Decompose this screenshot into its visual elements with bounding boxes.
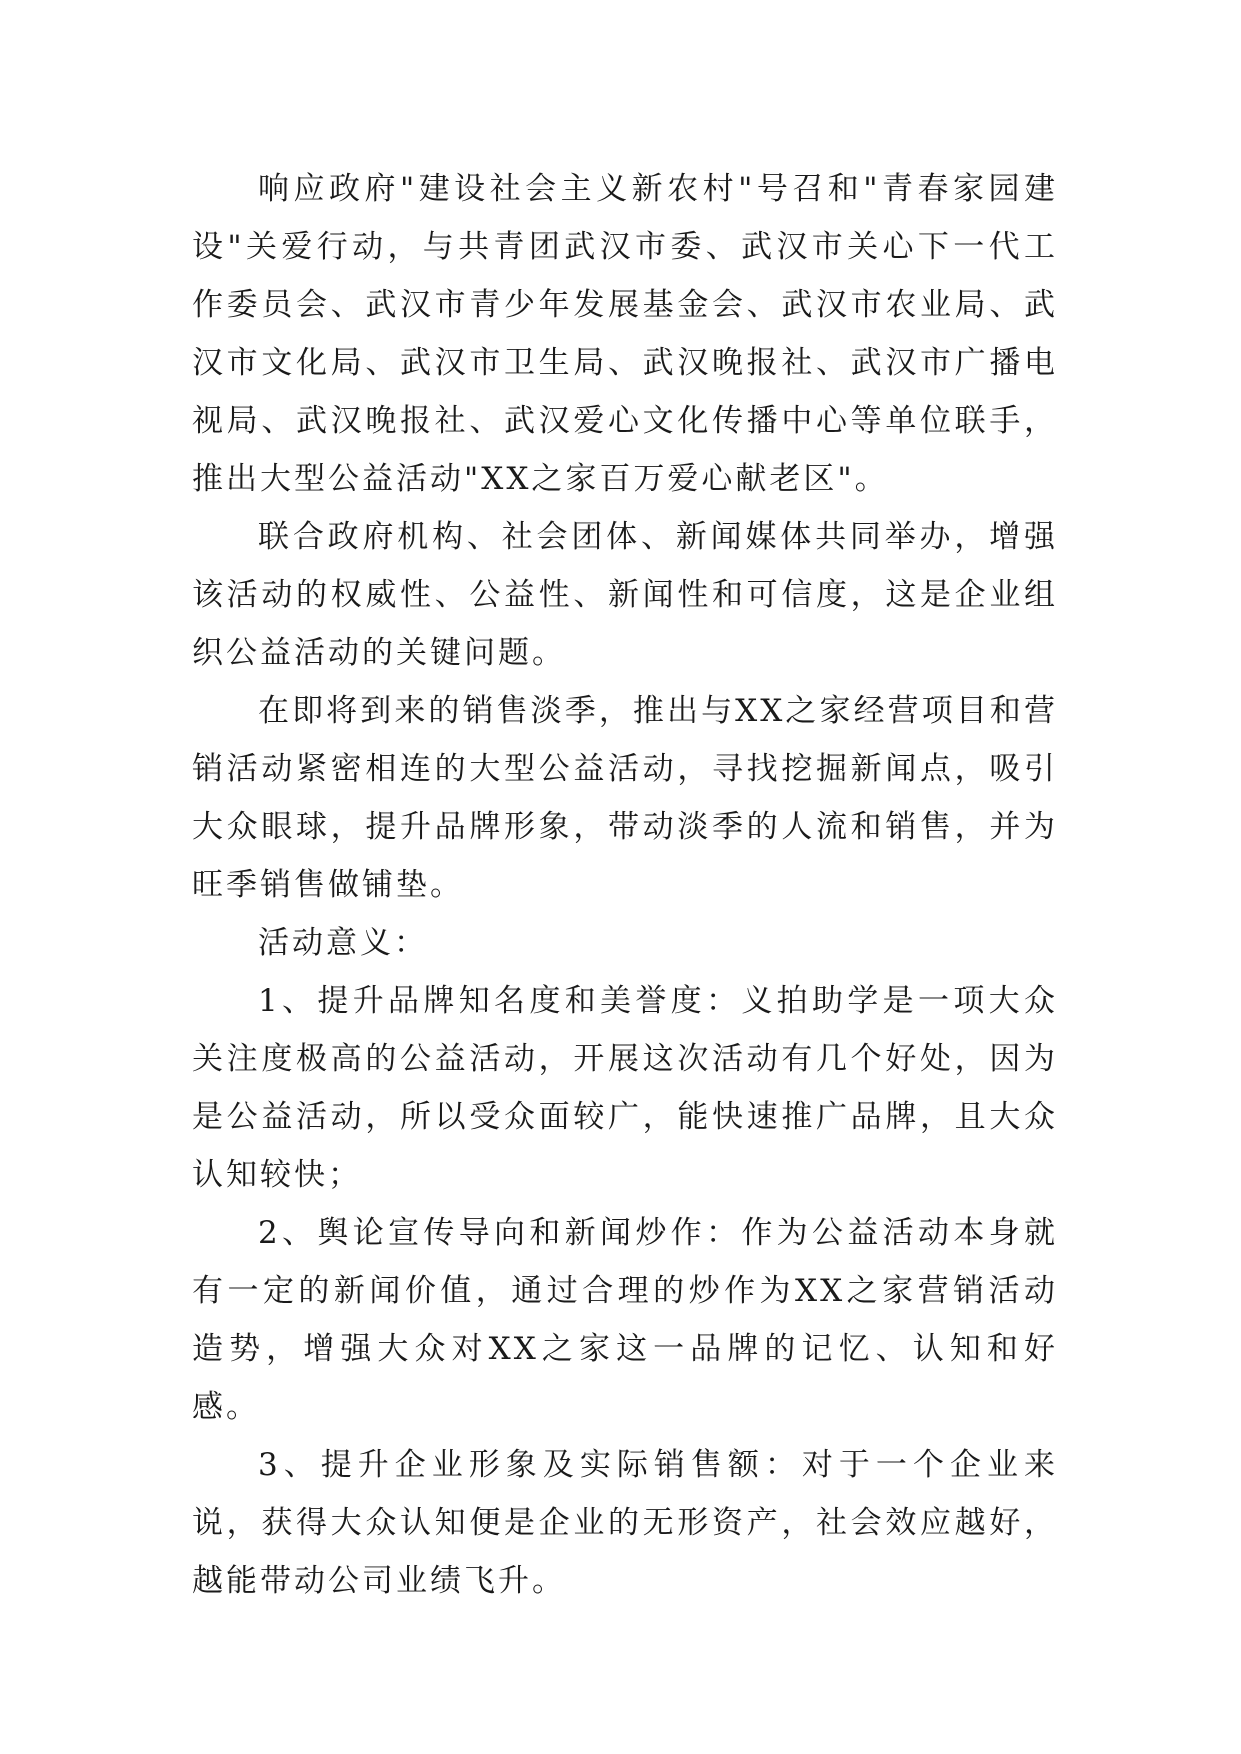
paragraph-point-2: 2、舆论宣传导向和新闻炒作：作为公益活动本身就有一定的新闻价值，通过合理的炒作为XX之家营销活动造势，增强大众对XX之家这一品牌的记忆、认知和好感。 bbox=[192, 1215, 1058, 1425]
paragraph-point-1: 1、提升品牌知名度和美誉度：义拍助学是一项大众关注度极高的公益活动，开展这次活动有几个好处，因为是公益活动，所以受众面较广，能快速推广品牌，且大众认知较快； bbox=[192, 983, 1058, 1193]
paragraph-point-3: 3、提升企业形象及实际销售额：对于一个企业来说，获得大众认知便是企业的无形资产，社会效应越好，越能带动公司业绩飞升。 bbox=[192, 1447, 1058, 1599]
section-heading-significance: 活动意义： bbox=[258, 925, 428, 961]
paragraph-cooperation: 联合政府机构、社会团体、新闻媒体共同举办，增强该活动的权威性、公益性、新闻性和可信度，这是企业组织公益活动的关键问题。 bbox=[192, 519, 1058, 671]
paragraph-intro: 响应政府"建设社会主义新农村"号召和"青春家园建设"关爱行动，与共青团武汉市委、武汉市关心下一代工作委员会、武汉市青少年发展基金会、武汉市农业局、武汉市文化局、武汉市卫生局、武汉晚报社、武汉市广播电视局、武汉晚报社、武汉爱心文化传播中心等单位联手，推出大型公益活动"XX之家百万爱心献老区"。 bbox=[192, 171, 1058, 497]
document-body bbox=[192, 160, 1058, 1610]
paragraph-timing: 在即将到来的销售淡季，推出与XX之家经营项目和营销活动紧密相连的大型公益活动，寻找挖掘新闻点，吸引大众眼球，提升品牌形象，带动淡季的人流和销售，并为旺季销售做铺垫。 bbox=[192, 693, 1058, 903]
